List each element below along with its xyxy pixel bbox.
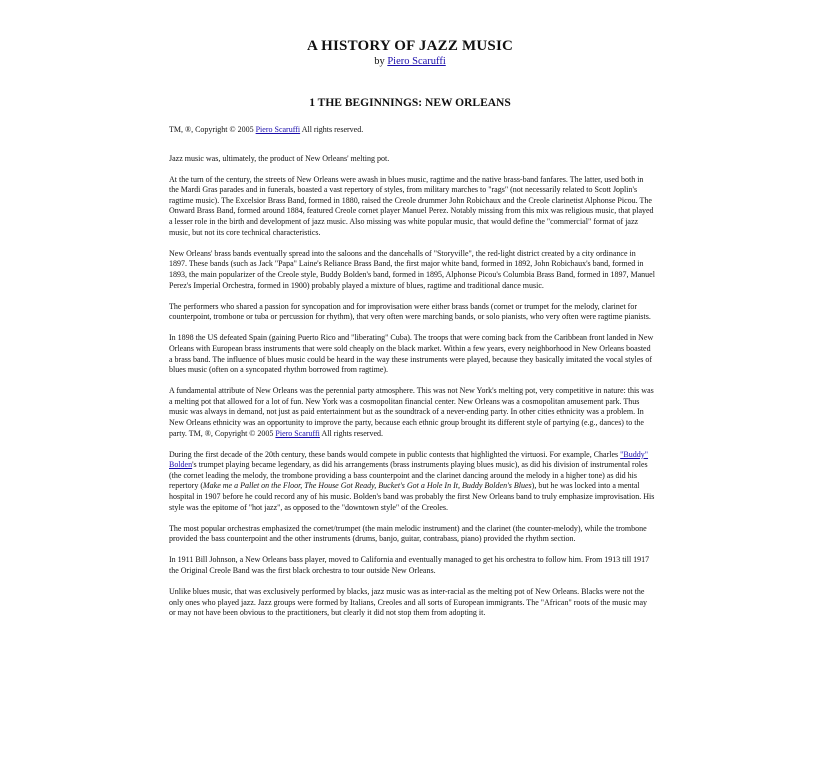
paragraph-6-text: A fundamental attribute of New Orleans was the perennial party atmosphere. This was not New York's melting pot, very competitive in nature: this was a melting pot that allowed for a lot of fun. New York was a cosmopolitan financial center. New Orleans was a cosmopolitan amusement park. Thus music was always in demand, not just as paid entertainment but as the soundtrack of a never-ending party. In other cities ethnicity was a problem. In New Orleans ethnicity was an opportunity to improve the party, because each ethnic group brought its different style of partying (e.g., dances) to the party. [169, 386, 654, 438]
paragraph-5: In 1898 the US defeated Spain (gaining Puerto Rico and "liberating" Cuba). The troops that were coming back from the Caribbean front landed in New Orleans with European brass instruments that were sold cheaply on the black market. Within a few years, every neighborhood in New Orleans boasted a brass band. The influence of blues music could be heard in the way these instruments were played, because they basically imitated the vocal styles of blues music (often on a syncopated rhythm borrowed from ragtime). [169, 333, 654, 375]
author-link[interactable]: Piero Scaruffi [387, 56, 446, 67]
paragraph-3: New Orleans' brass bands eventually spread into the saloons and the dancehalls of "Storyville", the red-light district created by a city ordinance in 1897. These bands (such as Jack "Papa" Laine's Reliance Brass Band, the first major white band, formed in 1892, John Robichaux's band, formed in 1893, the main popularizer of the Creole style, Buddy Bolden's band, formed in 1895, Alphonse Picou's Columbia Brass Band, formed in 1897, Manuel Perez's Imperial Orchestra, formed in 1900) probably played a mixture of blues, ragtime and traditional dance music. [169, 248, 655, 290]
paragraph-7 [169, 450, 655, 514]
copyright-suffix: All rights reserved. [301, 125, 364, 134]
paragraph-4: The performers who shared a passion for syncopation and for improvisation were either brass bands (cornet or trumpet for the melody, clarinet for counterpoint, trombone or tuba or percussion for rhythm), that very often were marching bands, or solo pianists, who very often were ragtime pianists. [169, 301, 651, 322]
article-body [169, 125, 655, 629]
title-block [0, 38, 820, 68]
paragraph-7-text-a: During the first decade of the 20th century, these bands would compete in public contests that highlighted the virtuosi. For example, Charles [169, 449, 619, 459]
paragraph-2: At the turn of the century, the streets of New Orleans were awash in blues music, ragtime and the native brass-band fanfares. The latter, used both in the Mardi Gras parades and in funerals, boasted a vast repertory of styles, from military marches to "rags" (not necessarily related to Scott Joplin's ragtime music). The Excelsior Brass Band, formed in 1880, raised the Creole drummer John Robichaux and the Creole clarinetist Alphonse Picou. The Onward Brass Band, formed around 1884, featured Creole cornet player Manuel Perez. Notably missing from this mix was religious music, that played a lesser role in the birth and development of jazz music. Also missing was white popular music, that would define the "commercial" format of jazz music, but not its core technical characteristics. [169, 174, 654, 237]
paragraph-7-text-b: 's trumpet playing became legendary, as did his arrangements (brass instruments playing blues music), as did his division of instrumental roles (the cornet leading the melody, the trombone providing a bass counterpoint and the clarinet dancing around the melody in a higher tone) as did his repertory ( [169, 460, 648, 491]
paragraph-1: Jazz music was, ultimately, the product of New Orleans' melting pot. [169, 153, 390, 163]
buddy-bolden-link[interactable]: "Buddy" Bolden [169, 449, 649, 470]
byline-prefix: by [374, 56, 385, 67]
page-title: A HISTORY OF JAZZ MUSIC [306, 38, 514, 54]
chapter-heading: 1 THE BEGINNINGS: NEW ORLEANS [309, 97, 511, 109]
copyright-prefix: TM, ®, Copyright © 2005 [169, 125, 254, 134]
inline-copyright-prefix: TM, ®, Copyright © 2005 [188, 428, 274, 438]
paragraph-6 [169, 386, 655, 439]
inline-copyright-author-link[interactable]: Piero Scaruffi [275, 428, 320, 438]
paragraph-9: In 1911 Bill Johnson, a New Orleans bass player, moved to California and eventually managed to get his orchestra to follow him. From 1913 till 1917 the Original Creole Band was the first black orchestra to tour outside New Orleans. [169, 555, 650, 575]
inline-copyright-suffix: All rights reserved. [321, 428, 384, 438]
paragraph-7-text-c: ), but he was locked into a mental hospital in 1907 before he could record any of his music. Bolden's band was probably the first New Orleans band to truly emphasize improvisation. His style was the epitome of "hot jazz", as opposed to the "downtown style" of the Creoles. [169, 481, 655, 512]
copyright-author-link[interactable]: Piero Scaruffi [255, 125, 301, 134]
copyright-line [169, 125, 655, 136]
song-titles: Make me a Pallet on the Floor, The House Got Ready, Bucket's Got a Hole In It, Buddy Bolden's Blues [202, 481, 532, 491]
paragraph-10: Unlike blues music, that was exclusively performed by blacks, jazz music was as inter-racial as the melting pot of New Orleans. Blacks were not the only ones who played jazz. Jazz groups were formed by Italians, Creoles and all sorts of European immigrants. The "African" roots of the music may or may not have been obvious to the practitioners, but clearly it did not stop them from adopting it. [169, 587, 648, 618]
paragraph-8: The most popular orchestras emphasized the cornet/trumpet (the main melodic instrument) and the clarinet (the counter-melody), while the trombone provided the bass counterpoint and the other instruments (drums, banjo, guitar, contrabass, piano) provided the rhythm section. [169, 523, 647, 544]
byline [0, 56, 820, 68]
